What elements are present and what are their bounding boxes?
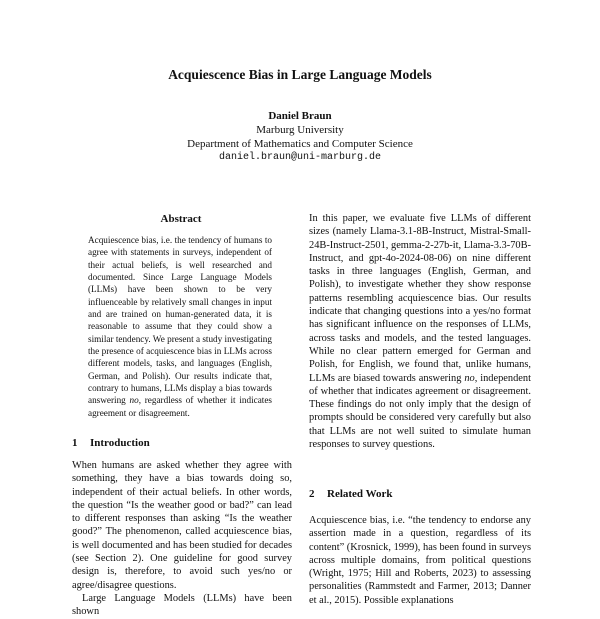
- related-work-paragraph: [309, 514, 531, 607]
- abstract-heading: Abstract: [160, 213, 202, 225]
- abstract-text-part-2: , regardless of whether it indicates agreement or disagreement.: [88, 395, 272, 418]
- section-title: Introduction: [90, 437, 150, 449]
- introduction-paragraph: [72, 459, 292, 619]
- right-column-text-part-2: , independent of whether that indicates agreement or disagreement. These findings do not only imply that the design of prompts should be considered very carefully but also that LLMs are not well suited to simulate human responses to survey questions.: [309, 372, 531, 451]
- author-name: Daniel Braun: [268, 110, 332, 122]
- related-work-text: Acquiescence bias, i.e. “the tendency to endorse any assertion made in a question, regardless of its content” (Krosnick, 1999), has been found in surveys across multiple domains, from political questions (Wright, 1975; Hill and Roberts, 2023) to assessing personalities (Rammstedt and Farmer, 2013; Danner et al., 2015). Possible explanations: [309, 515, 531, 606]
- section-heading-related-work: [309, 487, 393, 501]
- author-email: daniel.braun@uni-marburg.de: [218, 152, 382, 163]
- paper-title: Acquiescence Bias in Large Language Models: [168, 67, 432, 82]
- abstract-text-emphasis: no: [129, 395, 139, 406]
- author-block: [0, 109, 600, 165]
- section-number: 1: [72, 437, 78, 449]
- right-column-paragraph: [309, 212, 531, 451]
- section-number: 2: [309, 488, 315, 500]
- author-affiliation-department: Department of Mathematics and Computer Science: [187, 138, 413, 150]
- introduction-text-continued: Large Language Models (LLMs) have been shown: [72, 592, 292, 618]
- introduction-text: When humans are asked whether they agree with something, they have a bias towards doing so, independent of their actual beliefs. In other words, the question “Is the weather good or bad?” can lead to different responses than asking “Is the weather good?” The phenomenon, called acquiescence bias, is well documented and has been studied for decades (see Section 2). One guideline for good survey design is, therefore, to avoid such yes/no or agree/disagree questions.: [72, 460, 292, 591]
- right-column-text-part-1: In this paper, we evaluate five LLMs of different sizes (namely Llama-3.1-8B-Instruct, Mistral-Small-24B-Instruct-2501, gemma-2-27b-it, Llama-3.3-70B-Instruct, and gpt-4o-2024-08-06) on nine different tasks in three languages (English, German, and Polish), to investigate whether they show response patterns resembling acquiescence bias. Our results indicate that changing questions into a yes/no format has significant influence on the responses of LLMs, across tasks and models, and the tested languages. While no clear pattern emerged for German and Polish, for English, we found that, unlike humans, LLMs are biased towards answering: [309, 213, 531, 384]
- author-affiliation-university: Marburg University: [256, 124, 344, 136]
- abstract-text-part-1: Acquiescence bias, i.e. the tendency of humans to agree with statements in surveys, independent of their actual beliefs, is well researched and documented. Since Large Language Models (LLMs) have been shown to be very influenceable by relatively small changes in input and are trained on human-generated data, it is reasonable to assume that they could show a similar tendency. We present a study investigating the presence of acquiescence bias in LLMs across different models, tasks, and languages (English, German, and Polish). Our results indicate that, contrary to humans, LLMs display a bias towards answering: [88, 235, 272, 406]
- section-title: Related Work: [327, 488, 393, 500]
- right-column-text-emphasis: no: [464, 372, 475, 384]
- abstract-text: [88, 234, 272, 419]
- section-heading-introduction: [72, 436, 150, 450]
